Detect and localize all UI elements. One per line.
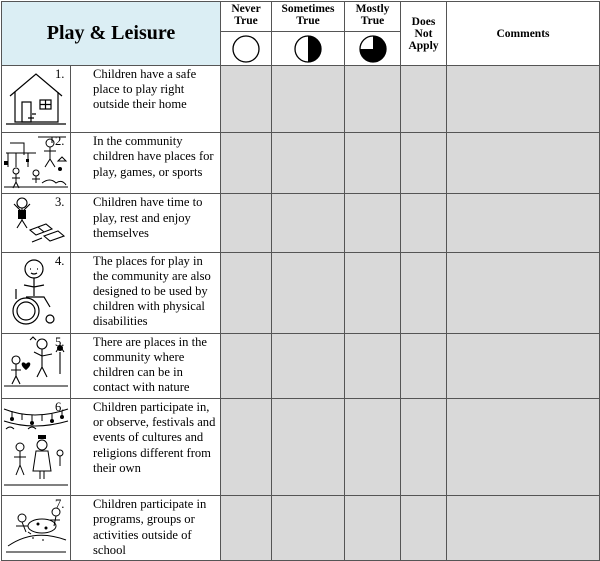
item-statement-cell — [2, 399, 221, 496]
item-row — [2, 252, 600, 333]
answer-cell-never-true[interactable] — [221, 496, 272, 561]
column-label-line: Does — [411, 15, 436, 28]
comment-cell[interactable] — [447, 496, 600, 561]
item-number: 2. — [55, 134, 65, 149]
answer-cell-never-true[interactable] — [221, 399, 272, 496]
item-row — [2, 194, 600, 252]
item-number: 7. — [55, 497, 65, 512]
column-label-line: True — [296, 15, 320, 27]
answer-cell-mostly-true[interactable] — [345, 66, 401, 133]
column-label-line: True — [360, 15, 385, 27]
answer-cell-does-not-apply[interactable] — [401, 399, 447, 496]
answer-cell-never-true[interactable] — [221, 252, 272, 333]
item-number: 1. — [55, 67, 65, 81]
item-row — [2, 496, 600, 561]
answer-cell-does-not-apply[interactable] — [401, 66, 447, 133]
item-text: Children have a safe place to play right outside their home — [93, 67, 197, 112]
column-label-line: True — [234, 15, 258, 27]
item-statement-cell — [2, 66, 221, 133]
item-text: The places for play in the community are also designed to be used by children with physical disabilities — [93, 253, 211, 329]
answer-cell-mostly-true[interactable] — [345, 133, 401, 194]
item-row — [2, 133, 600, 194]
column-label-line: Apply — [408, 39, 439, 52]
answer-cell-mostly-true[interactable] — [345, 399, 401, 496]
item-number: 3. — [55, 195, 65, 210]
answer-cell-sometimes-true[interactable] — [272, 399, 345, 496]
column-sometimes-true — [272, 2, 345, 66]
column-comments: Comments — [447, 2, 600, 66]
three-quarter-circle-icon — [358, 34, 388, 64]
answer-cell-never-true[interactable] — [221, 333, 272, 398]
column-mostly-true — [345, 2, 401, 66]
answer-cell-does-not-apply[interactable] — [401, 333, 447, 398]
item-number: 6. — [55, 400, 65, 415]
answer-cell-sometimes-true[interactable] — [272, 133, 345, 194]
item-row — [2, 399, 600, 496]
item-statement-cell — [2, 133, 221, 194]
answer-cell-does-not-apply[interactable] — [401, 194, 447, 252]
column-label-line: Mostly — [355, 3, 390, 15]
item-statement-cell — [2, 194, 221, 252]
answer-cell-sometimes-true[interactable] — [272, 252, 345, 333]
empty-circle-icon — [231, 34, 261, 64]
half-circle-icon — [293, 34, 323, 64]
answer-cell-does-not-apply[interactable] — [401, 133, 447, 194]
column-label-line: Never — [231, 3, 261, 15]
answer-cell-mostly-true[interactable] — [345, 252, 401, 333]
item-row — [2, 333, 600, 398]
item-text: In the community children have places for play, games, or sports — [93, 134, 214, 179]
answer-cell-never-true[interactable] — [221, 66, 272, 133]
section-title: Play & Leisure — [2, 2, 221, 66]
item-text: Children participate in, or observe, festivals and events of cultures and religions different from their own — [93, 400, 216, 475]
comment-cell[interactable] — [447, 399, 600, 496]
answer-cell-mostly-true[interactable] — [345, 333, 401, 398]
answer-cell-sometimes-true[interactable] — [272, 66, 345, 133]
comment-cell[interactable] — [447, 194, 600, 252]
comment-cell[interactable] — [447, 66, 600, 133]
item-text: Children have time to play, rest and enjoy themselves — [93, 195, 203, 240]
column-label-line: Not — [414, 27, 433, 40]
answer-cell-mostly-true[interactable] — [345, 496, 401, 561]
item-number: 4. — [55, 253, 65, 268]
item-text: Children participate in programs, groups or activities outside of school — [93, 497, 207, 557]
item-number: 5. — [55, 334, 65, 349]
comment-cell[interactable] — [447, 333, 600, 398]
item-row — [2, 66, 600, 133]
comment-cell[interactable] — [447, 133, 600, 194]
answer-cell-does-not-apply[interactable] — [401, 252, 447, 333]
comment-cell[interactable] — [447, 252, 600, 333]
answer-cell-sometimes-true[interactable] — [272, 194, 345, 252]
answer-cell-sometimes-true[interactable] — [272, 333, 345, 398]
item-text: There are places in the community where children can be in contact with nature — [93, 334, 207, 395]
answer-cell-sometimes-true[interactable] — [272, 496, 345, 561]
answer-cell-never-true[interactable] — [221, 194, 272, 252]
item-statement-cell — [2, 252, 221, 333]
answer-cell-never-true[interactable] — [221, 133, 272, 194]
column-never-true — [221, 2, 272, 66]
column-label-line: Sometimes — [281, 3, 335, 15]
play-leisure-table — [1, 1, 600, 561]
header-row — [2, 2, 600, 66]
answer-cell-mostly-true[interactable] — [345, 194, 401, 252]
item-statement-cell — [2, 496, 221, 561]
column-does-not-apply — [401, 2, 447, 66]
answer-cell-does-not-apply[interactable] — [401, 496, 447, 561]
item-statement-cell — [2, 333, 221, 398]
